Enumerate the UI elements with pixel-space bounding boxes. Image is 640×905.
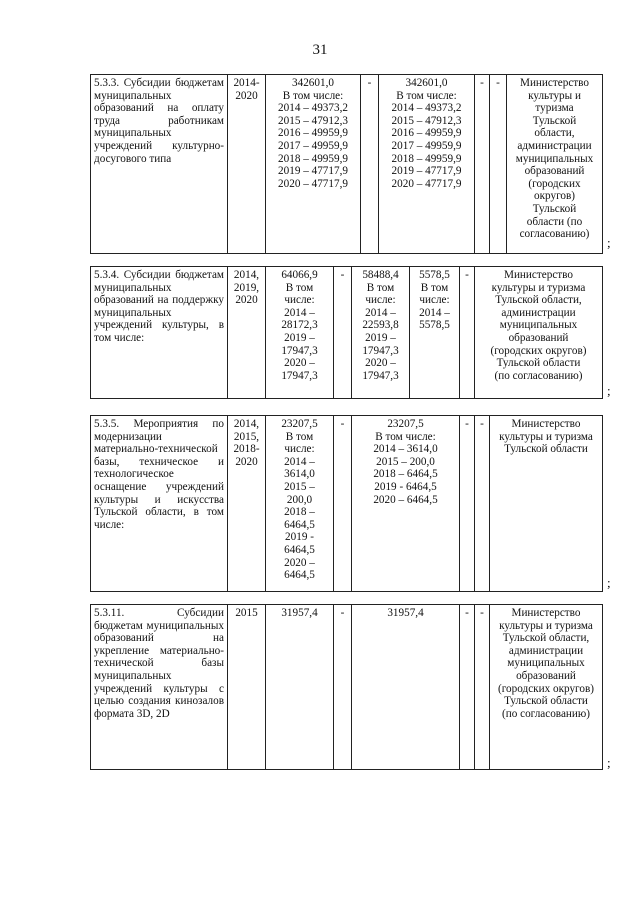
cell-line: (по согласованию) (494, 369, 583, 382)
cell-line: 2020 – 47717,9 (391, 177, 462, 190)
cell-line: 17947,3 (362, 344, 399, 357)
cell-line: 2014 – (284, 306, 315, 319)
cell-line: 2019 – (365, 331, 396, 344)
cell-line: 2020 – 6464,5 (373, 493, 438, 506)
cell-line: Министерство (504, 269, 573, 281)
years-cell (228, 267, 266, 399)
cell-line: 2020 (235, 89, 258, 102)
cell-line: 17947,3 (281, 369, 318, 382)
total-amount-cell (266, 267, 334, 399)
cell-line: 2015 – 47912,3 (391, 114, 462, 127)
cell-line: В том (285, 281, 314, 294)
cell-line: 342601,0 (292, 77, 334, 89)
cell-line: образований (524, 165, 585, 178)
cell-line: области, (534, 127, 575, 140)
column-d-cell: - (475, 416, 490, 592)
column-b-cell (379, 75, 475, 254)
cell-line: 2018 – 6464,5 (373, 468, 438, 481)
cell-line: Министерство (511, 418, 581, 430)
measure-name: 5.3.5. Мероприятия по модернизации материально-технической базы, техническое и технологическое оснащение учреждений культуры и искусства Тульской области, в том числе: (91, 416, 228, 592)
cell-line: 342601,0 (405, 77, 448, 89)
cell-line: области (по (526, 215, 583, 228)
cell-line: 23207,5 (281, 418, 318, 430)
cell-line: Министерство (511, 607, 581, 619)
cell-line: 2019 – 47717,9 (278, 165, 348, 178)
cell-line: администрации (501, 306, 576, 319)
cell-line: 31957,4 (281, 607, 318, 619)
cell-line: 2015 (235, 607, 258, 619)
cell-line: 2019, (233, 281, 260, 294)
cell-line: 2019 - (285, 531, 314, 544)
row-end-semicolon: ; (607, 755, 611, 770)
page-number: 31 (312, 42, 328, 58)
cell-line: Министерство (520, 77, 589, 89)
column-c-cell: - (475, 75, 490, 254)
table-block-533 (90, 74, 603, 254)
total-amount-cell (266, 605, 334, 770)
cell-line: В том числе: (396, 89, 457, 102)
cell-line: числе: (284, 294, 315, 307)
cell-line: 2020 – (284, 556, 315, 569)
cell-line: В том (366, 281, 395, 294)
cell-line: 2014 – (365, 306, 396, 319)
cell-line: муниципальных (499, 319, 578, 332)
cell-line: культуры и туризма (491, 281, 586, 294)
column-c-cell: - (460, 416, 475, 592)
cell-line: согласованию) (519, 228, 590, 241)
measure-name: 5.3.3. Субсидии бюджетам муниципальных образований на оплату труда работникам муниципальных учреждений культурно-досугового типа (91, 75, 228, 254)
cell-line: числе: (419, 294, 450, 307)
cell-line: 2018 – (284, 506, 315, 519)
total-amount-cell (266, 416, 334, 592)
row-end-semicolon: ; (607, 383, 611, 398)
cell-line: 22593,8 (362, 319, 399, 332)
cell-line: 2015 – (284, 480, 315, 493)
cell-line: 2016 – 49959,9 (278, 127, 348, 140)
column-b-cell (352, 267, 410, 399)
cell-line: 6464,5 (284, 518, 315, 531)
cell-line: 2015 – 47912,3 (278, 114, 348, 127)
cell-line: администрации (517, 139, 592, 152)
cell-line: 2015 – 200,0 (376, 455, 435, 468)
cell-line: Тульской области (504, 443, 588, 456)
cell-line: числе: (284, 443, 315, 456)
cell-line: 200,0 (286, 493, 313, 506)
cell-line: администрации (508, 644, 584, 657)
cell-line: 3614,0 (284, 468, 315, 481)
column-a-cell: - (361, 75, 379, 254)
cell-line: 2019 - 6464,5 (374, 480, 437, 493)
cell-line: 2014, (233, 418, 260, 430)
cell-line: 2020 – (365, 357, 396, 370)
cell-line: (по согласованию) (502, 707, 590, 720)
column-d-cell: - (475, 605, 490, 770)
measure-name: 5.3.11. Субсидии бюджетам муниципальных образований на укрепление материально-технической базы муниципальных учреждений культуры с целью создания кинозалов формата 3D, 2D (91, 605, 228, 770)
cell-line: Тульской области (504, 695, 588, 708)
cell-line: (городских (528, 177, 581, 190)
cell-line: 2019 – 47717,9 (391, 165, 462, 178)
cell-line: (городских округов) (498, 682, 594, 695)
cell-line: 2020 – 47717,9 (278, 177, 348, 190)
cell-line: 2020 – (284, 357, 315, 370)
column-a-cell: - (334, 605, 352, 770)
column-b-cell (352, 416, 460, 592)
cell-line: 2014 – 49373,2 (391, 102, 462, 115)
cell-line: 31957,4 (387, 607, 424, 619)
row-end-semicolon: ; (607, 575, 611, 590)
cell-line: культуры и туризма (499, 430, 593, 443)
cell-line: 64066,9 (281, 269, 318, 281)
cell-line: Тульской (532, 114, 577, 127)
cell-line: В том числе: (282, 89, 344, 102)
executor-cell (507, 75, 603, 254)
cell-line: округов) (534, 190, 575, 203)
column-a-cell: - (334, 416, 352, 592)
row-end-semicolon: ; (607, 235, 611, 250)
column-d-cell: - (490, 75, 507, 254)
executor-cell (490, 605, 603, 770)
cell-line: муниципальных (515, 152, 594, 165)
cell-line: Тульской области, (495, 294, 582, 307)
table-block-5311 (90, 604, 603, 770)
cell-line: 2018 – 49959,9 (278, 152, 348, 165)
cell-line: В том (285, 430, 314, 443)
column-c-cell (410, 267, 460, 399)
cell-line: 58488,4 (362, 269, 399, 281)
cell-line: 28172,3 (281, 319, 318, 332)
table-block-535 (90, 415, 603, 592)
cell-line: В том числе: (375, 430, 436, 443)
cell-line: 2018 – 49959,9 (391, 152, 462, 165)
cell-line: (городских округов) (490, 344, 587, 357)
cell-line: Тульской области, (502, 632, 590, 645)
cell-line: 2020 (235, 455, 258, 468)
cell-line: 2018- (233, 443, 260, 456)
column-d-cell: - (460, 267, 475, 399)
cell-line: 2020 (235, 294, 258, 307)
column-a-cell: - (334, 267, 352, 399)
cell-line: Тульской (532, 202, 577, 215)
cell-line: 6464,5 (284, 543, 315, 556)
cell-line: 2014- (233, 77, 260, 89)
cell-line: 5578,5 (419, 319, 450, 332)
cell-line: 2019 – (284, 331, 315, 344)
cell-line: В том (420, 281, 449, 294)
executor-cell (475, 267, 603, 399)
column-b-cell (352, 605, 460, 770)
cell-line: культуры и туризма (499, 619, 593, 632)
cell-line: муниципальных (507, 657, 585, 670)
cell-line: 17947,3 (281, 344, 318, 357)
table-block-534 (90, 266, 603, 399)
cell-line: 2014 – 3614,0 (373, 443, 438, 456)
years-cell (228, 605, 266, 770)
cell-line: 23207,5 (387, 418, 424, 430)
cell-line: 2015, (233, 430, 260, 443)
cell-line: 2014, (233, 269, 260, 281)
measure-name: 5.3.4. Субсидии бюджетам муниципальных образований на поддержку муниципальных учреждений культуры, в том числе: (91, 267, 228, 399)
executor-cell (490, 416, 603, 592)
cell-line: 2017 – 49959,9 (278, 139, 348, 152)
cell-line: 6464,5 (284, 569, 315, 582)
cell-line: 2014 – (284, 455, 315, 468)
cell-line: 2017 – 49959,9 (391, 139, 462, 152)
cell-line: 17947,3 (362, 369, 399, 382)
cell-line: 2014 – (419, 306, 450, 319)
cell-line: культуры и (528, 89, 581, 102)
years-cell (228, 75, 266, 254)
cell-line: Тульской области (496, 357, 581, 370)
cell-line: образований (516, 669, 576, 682)
cell-line: 2014 – 49373,2 (278, 102, 348, 115)
cell-line: числе: (365, 294, 396, 307)
years-cell (228, 416, 266, 592)
column-c-cell: - (460, 605, 475, 770)
cell-line: 5578,5 (419, 269, 450, 281)
cell-line: туризма (535, 102, 574, 115)
cell-line: образований (508, 331, 569, 344)
cell-line: 2016 – 49959,9 (391, 127, 462, 140)
total-amount-cell (266, 75, 361, 254)
